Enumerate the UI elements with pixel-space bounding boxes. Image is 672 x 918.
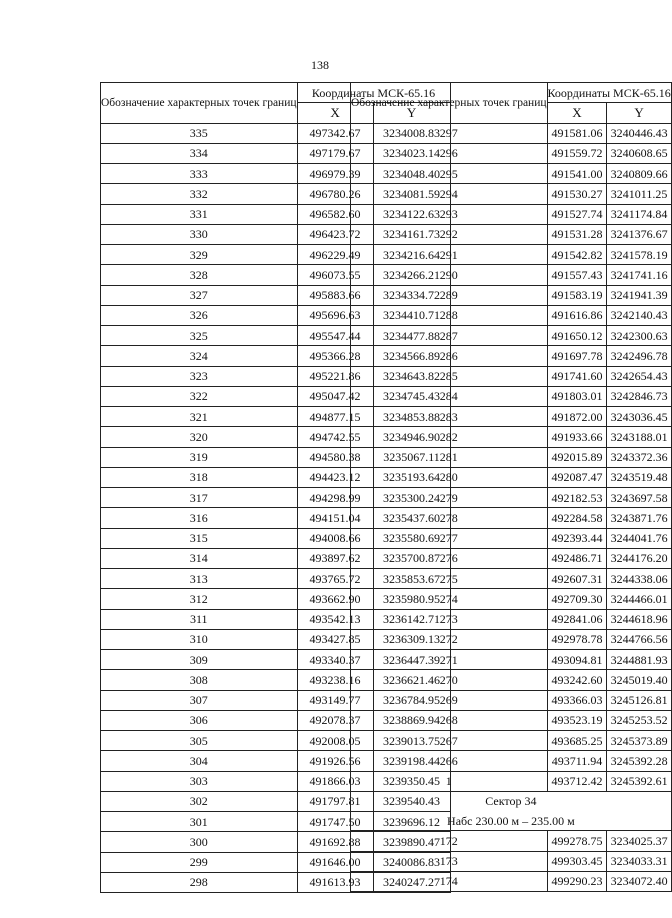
x-header: X <box>297 103 373 123</box>
y-coordinate-cell: 3239890.47 <box>373 832 450 852</box>
y-coordinate-cell: 3234477.88 <box>373 326 450 346</box>
y-header: Y <box>607 103 671 123</box>
x-coordinate-cell: 492182.53 <box>547 488 607 508</box>
point-id-cell: 320 <box>101 427 298 447</box>
table-row <box>351 569 672 589</box>
y-coordinate-cell: 3245253.52 <box>607 710 671 730</box>
page-number: 138 <box>311 58 329 72</box>
point-id-cell: 325 <box>101 326 298 346</box>
y-coordinate-cell: 3236142.71 <box>373 609 450 629</box>
table-row <box>351 589 672 609</box>
point-id-cell: 334 <box>101 143 298 163</box>
y-coordinate-cell: 3234216.64 <box>373 245 450 265</box>
x-coordinate-cell: 493340.37 <box>297 650 373 670</box>
x-coordinate-cell: 491616.86 <box>547 305 607 325</box>
y-coordinate-cell: 3234946.90 <box>373 427 450 447</box>
table-row <box>351 670 672 690</box>
x-coordinate-cell: 496979.39 <box>297 164 373 184</box>
x-coordinate-cell: 491803.01 <box>547 386 607 406</box>
y-coordinate-cell: 3234410.71 <box>373 305 450 325</box>
y-coordinate-cell: 3234122.63 <box>373 204 450 224</box>
point-id-cell: 272 <box>351 629 548 649</box>
designation-header: Обозначение характерных точек границ <box>351 83 548 124</box>
point-id-cell: 275 <box>351 569 548 589</box>
x-coordinate-cell: 491530.27 <box>547 184 607 204</box>
y-coordinate-cell: 3242496.78 <box>607 346 671 366</box>
point-id-cell: 332 <box>101 184 298 204</box>
point-id-cell: 303 <box>101 771 298 791</box>
table-row <box>351 467 672 487</box>
point-id-cell: 278 <box>351 508 548 528</box>
point-id-cell: 319 <box>101 447 298 467</box>
y-header: Y <box>373 103 450 123</box>
x-coordinate-cell: 492087.47 <box>547 467 607 487</box>
x-coordinate-cell: 493897.62 <box>297 548 373 568</box>
y-coordinate-cell: 3234023.14 <box>373 143 450 163</box>
point-id-cell: 333 <box>101 164 298 184</box>
point-id-cell: 280 <box>351 467 548 487</box>
y-coordinate-cell: 3239350.45 <box>373 771 450 791</box>
y-coordinate-cell: 3234081.59 <box>373 184 450 204</box>
table-row <box>351 184 672 204</box>
x-coordinate-cell: 494877.15 <box>297 407 373 427</box>
x-coordinate-cell: 493711.94 <box>547 751 607 771</box>
y-coordinate-cell: 3241011.25 <box>607 184 671 204</box>
table-row <box>351 851 672 871</box>
y-coordinate-cell: 3240247.27 <box>373 872 450 892</box>
y-coordinate-cell: 3235700.87 <box>373 548 450 568</box>
point-id-cell: 277 <box>351 528 548 548</box>
y-coordinate-cell: 3240086.83 <box>373 852 450 872</box>
y-coordinate-cell: 3245392.61 <box>607 771 671 791</box>
y-coordinate-cell: 3234025.37 <box>607 831 671 851</box>
point-id-cell: 298 <box>101 872 298 892</box>
table-row <box>351 831 672 851</box>
y-coordinate-cell: 3239198.44 <box>373 751 450 771</box>
x-coordinate-cell: 494580.38 <box>297 447 373 467</box>
x-coordinate-cell: 494008.66 <box>297 528 373 548</box>
y-coordinate-cell: 3245392.28 <box>607 751 671 771</box>
point-id-cell: 316 <box>101 508 298 528</box>
table-row <box>351 285 672 305</box>
point-id-cell: 306 <box>101 710 298 730</box>
x-coordinate-cell: 495696.63 <box>297 305 373 325</box>
x-coordinate-cell: 491557.43 <box>547 265 607 285</box>
x-coordinate-cell: 492284.58 <box>547 508 607 528</box>
x-coordinate-cell: 495221.86 <box>297 366 373 386</box>
y-coordinate-cell: 3235067.11 <box>373 447 450 467</box>
table-row <box>351 204 672 224</box>
y-coordinate-cell: 3235580.69 <box>373 528 450 548</box>
table-row <box>351 245 672 265</box>
y-coordinate-cell: 3234072.40 <box>607 871 671 891</box>
x-coordinate-cell: 494298.99 <box>297 488 373 508</box>
x-coordinate-cell: 492078.37 <box>297 710 373 730</box>
y-coordinate-cell: 3244041.76 <box>607 528 671 548</box>
x-coordinate-cell: 494151.04 <box>297 508 373 528</box>
x-coordinate-cell: 491531.28 <box>547 224 607 244</box>
table-row <box>351 326 672 346</box>
point-id-cell: 267 <box>351 731 548 751</box>
point-id-cell: 305 <box>101 731 298 751</box>
point-id-cell: 324 <box>101 346 298 366</box>
x-coordinate-cell: 491542.82 <box>547 245 607 265</box>
y-coordinate-cell: 3235193.64 <box>373 467 450 487</box>
y-coordinate-cell: 3243036.45 <box>607 407 671 427</box>
x-coordinate-cell: 493149.77 <box>297 690 373 710</box>
coordinates-table-right <box>350 82 672 892</box>
y-coordinate-cell: 3245373.89 <box>607 731 671 751</box>
x-coordinate-cell: 491741.60 <box>547 366 607 386</box>
y-coordinate-cell: 3241941.39 <box>607 285 671 305</box>
x-coordinate-cell: 495366.28 <box>297 346 373 366</box>
x-coordinate-cell: 493542.13 <box>297 609 373 629</box>
point-id-cell: 271 <box>351 650 548 670</box>
point-id-cell: 282 <box>351 427 548 447</box>
point-id-cell: 296 <box>351 143 548 163</box>
x-coordinate-cell: 492486.71 <box>547 548 607 568</box>
y-coordinate-cell: 3236621.46 <box>373 670 450 690</box>
y-coordinate-cell: 3239696.12 <box>373 812 450 832</box>
y-coordinate-cell: 3238869.94 <box>373 710 450 730</box>
y-coordinate-cell: 3234048.40 <box>373 164 450 184</box>
y-coordinate-cell: 3241578.19 <box>607 245 671 265</box>
point-id-cell: 331 <box>101 204 298 224</box>
point-id-cell: 327 <box>101 285 298 305</box>
point-id-cell: 270 <box>351 670 548 690</box>
point-id-cell: 269 <box>351 690 548 710</box>
x-coordinate-cell: 492393.44 <box>547 528 607 548</box>
y-coordinate-cell: 3244881.93 <box>607 650 671 670</box>
point-id-cell: 314 <box>101 548 298 568</box>
point-id-cell: 283 <box>351 407 548 427</box>
y-coordinate-cell: 3242140.43 <box>607 305 671 325</box>
y-coordinate-cell: 3240608.65 <box>607 143 671 163</box>
y-coordinate-cell: 3242654.43 <box>607 366 671 386</box>
point-id-cell: 304 <box>101 751 298 771</box>
x-coordinate-cell: 491541.00 <box>547 164 607 184</box>
x-coordinate-cell: 493366.03 <box>547 690 607 710</box>
point-id-cell: 326 <box>101 305 298 325</box>
y-coordinate-cell: 3242846.73 <box>607 386 671 406</box>
coordinates-header: Координаты МСК-65.16 <box>547 83 671 103</box>
x-coordinate-cell: 494742.55 <box>297 427 373 447</box>
point-id-cell: 274 <box>351 589 548 609</box>
x-coordinate-cell: 499290.23 <box>547 871 607 891</box>
x-coordinate-cell: 499278.75 <box>547 831 607 851</box>
sector-title: Сектор 34 <box>351 791 672 811</box>
y-coordinate-cell: 3243519.48 <box>607 467 671 487</box>
x-coordinate-cell: 491581.06 <box>547 123 607 143</box>
x-coordinate-cell: 496073.55 <box>297 265 373 285</box>
point-id-cell: 295 <box>351 164 548 184</box>
table-row <box>351 407 672 427</box>
table-row <box>351 346 672 366</box>
x-coordinate-cell: 491646.00 <box>297 852 373 872</box>
y-coordinate-cell: 3235980.95 <box>373 589 450 609</box>
x-coordinate-cell: 493712.42 <box>547 771 607 791</box>
table-row <box>351 771 672 791</box>
x-coordinate-cell: 491650.12 <box>547 326 607 346</box>
point-id-cell: 310 <box>101 629 298 649</box>
table-row <box>351 508 672 528</box>
x-coordinate-cell: 491933.66 <box>547 427 607 447</box>
table-row <box>351 751 672 771</box>
point-id-cell: 322 <box>101 386 298 406</box>
table-row <box>351 447 672 467</box>
y-coordinate-cell: 3244176.20 <box>607 548 671 568</box>
y-coordinate-cell: 3244618.96 <box>607 609 671 629</box>
x-coordinate-cell: 492015.89 <box>547 447 607 467</box>
point-id-cell: 297 <box>351 123 548 143</box>
y-coordinate-cell: 3234033.31 <box>607 851 671 871</box>
point-id-cell: 307 <box>101 690 298 710</box>
x-coordinate-cell: 491747.50 <box>297 812 373 832</box>
y-coordinate-cell: 3244766.56 <box>607 629 671 649</box>
point-id-cell: 273 <box>351 609 548 629</box>
point-id-cell: 291 <box>351 245 548 265</box>
y-coordinate-cell: 3234008.83 <box>373 123 450 143</box>
y-coordinate-cell: 3235300.24 <box>373 488 450 508</box>
y-coordinate-cell: 3236447.39 <box>373 650 450 670</box>
x-header: X <box>547 103 607 123</box>
point-id-cell: 309 <box>101 650 298 670</box>
point-id-cell: 312 <box>101 589 298 609</box>
x-coordinate-cell: 493242.60 <box>547 670 607 690</box>
sector-header-row <box>351 811 672 831</box>
y-coordinate-cell: 3244466.01 <box>607 589 671 609</box>
y-coordinate-cell: 3241174.84 <box>607 204 671 224</box>
point-id-cell: 266 <box>351 751 548 771</box>
x-coordinate-cell: 492607.31 <box>547 569 607 589</box>
x-coordinate-cell: 492008.05 <box>297 731 373 751</box>
point-id-cell: 300 <box>101 832 298 852</box>
sector-subtitle: Набс 230.00 м – 235.00 м <box>351 811 672 831</box>
y-coordinate-cell: 3234853.88 <box>373 407 450 427</box>
y-coordinate-cell: 3243372.36 <box>607 447 671 467</box>
point-id-cell: 1 <box>351 771 548 791</box>
x-coordinate-cell: 491583.19 <box>547 285 607 305</box>
point-id-cell: 290 <box>351 265 548 285</box>
x-coordinate-cell: 491559.72 <box>547 143 607 163</box>
y-coordinate-cell: 3234266.21 <box>373 265 450 285</box>
x-coordinate-cell: 492978.78 <box>547 629 607 649</box>
point-id-cell: 174 <box>351 871 548 891</box>
x-coordinate-cell: 499303.45 <box>547 851 607 871</box>
point-id-cell: 301 <box>101 812 298 832</box>
sector-header-row <box>351 791 672 811</box>
point-id-cell: 335 <box>101 123 298 143</box>
table-row <box>351 488 672 508</box>
x-coordinate-cell: 493238.16 <box>297 670 373 690</box>
table-row <box>351 650 672 670</box>
point-id-cell: 321 <box>101 407 298 427</box>
point-id-cell: 294 <box>351 184 548 204</box>
table-row <box>351 265 672 285</box>
y-coordinate-cell: 3243188.01 <box>607 427 671 447</box>
table-row <box>351 690 672 710</box>
y-coordinate-cell: 3245019.40 <box>607 670 671 690</box>
y-coordinate-cell: 3239540.43 <box>373 791 450 811</box>
x-coordinate-cell: 493427.85 <box>297 629 373 649</box>
point-id-cell: 328 <box>101 265 298 285</box>
point-id-cell: 293 <box>351 204 548 224</box>
table-row <box>351 710 672 730</box>
y-coordinate-cell: 3234334.72 <box>373 285 450 305</box>
point-id-cell: 329 <box>101 245 298 265</box>
x-coordinate-cell: 495883.66 <box>297 285 373 305</box>
y-coordinate-cell: 3242300.63 <box>607 326 671 346</box>
table-row <box>351 427 672 447</box>
y-coordinate-cell: 3236784.95 <box>373 690 450 710</box>
y-coordinate-cell: 3235437.60 <box>373 508 450 528</box>
x-coordinate-cell: 491872.00 <box>547 407 607 427</box>
y-coordinate-cell: 3235853.67 <box>373 569 450 589</box>
y-coordinate-cell: 3241741.16 <box>607 265 671 285</box>
point-id-cell: 173 <box>351 851 548 871</box>
x-coordinate-cell: 493685.25 <box>547 731 607 751</box>
y-coordinate-cell: 3245126.81 <box>607 690 671 710</box>
x-coordinate-cell: 491692.88 <box>297 832 373 852</box>
x-coordinate-cell: 491866.03 <box>297 771 373 791</box>
table-row <box>351 366 672 386</box>
table-row <box>351 629 672 649</box>
point-id-cell: 299 <box>101 852 298 872</box>
point-id-cell: 313 <box>101 569 298 589</box>
x-coordinate-cell: 491527.74 <box>547 204 607 224</box>
point-id-cell: 288 <box>351 305 548 325</box>
x-coordinate-cell: 494423.12 <box>297 467 373 487</box>
point-id-cell: 268 <box>351 710 548 730</box>
y-coordinate-cell: 3240446.43 <box>607 123 671 143</box>
designation-header: Обозначение характерных точек границ <box>101 83 298 124</box>
x-coordinate-cell: 492709.30 <box>547 589 607 609</box>
x-coordinate-cell: 496423.72 <box>297 224 373 244</box>
table-row <box>351 528 672 548</box>
x-coordinate-cell: 497342.67 <box>297 123 373 143</box>
x-coordinate-cell: 493662.90 <box>297 589 373 609</box>
point-id-cell: 281 <box>351 447 548 467</box>
y-coordinate-cell: 3243871.76 <box>607 508 671 528</box>
table-row <box>351 548 672 568</box>
x-coordinate-cell: 491926.56 <box>297 751 373 771</box>
point-id-cell: 311 <box>101 609 298 629</box>
y-coordinate-cell: 3239013.75 <box>373 731 450 751</box>
table-row <box>351 143 672 163</box>
y-coordinate-cell: 3240809.66 <box>607 164 671 184</box>
x-coordinate-cell: 491613.93 <box>297 872 373 892</box>
point-id-cell: 284 <box>351 386 548 406</box>
x-coordinate-cell: 495047.42 <box>297 386 373 406</box>
point-id-cell: 308 <box>101 670 298 690</box>
table-row <box>351 609 672 629</box>
point-id-cell: 287 <box>351 326 548 346</box>
point-id-cell: 318 <box>101 467 298 487</box>
point-id-cell: 172 <box>351 831 548 851</box>
y-coordinate-cell: 3234643.82 <box>373 366 450 386</box>
table-row <box>351 731 672 751</box>
y-coordinate-cell: 3243697.58 <box>607 488 671 508</box>
x-coordinate-cell: 496780.26 <box>297 184 373 204</box>
point-id-cell: 279 <box>351 488 548 508</box>
table-row <box>351 123 672 143</box>
table-row <box>351 305 672 325</box>
point-id-cell: 323 <box>101 366 298 386</box>
y-coordinate-cell: 3234161.73 <box>373 224 450 244</box>
point-id-cell: 285 <box>351 366 548 386</box>
table-row <box>351 871 672 891</box>
y-coordinate-cell: 3234566.89 <box>373 346 450 366</box>
x-coordinate-cell: 493765.72 <box>297 569 373 589</box>
x-coordinate-cell: 497179.67 <box>297 143 373 163</box>
x-coordinate-cell: 491697.78 <box>547 346 607 366</box>
point-id-cell: 292 <box>351 224 548 244</box>
point-id-cell: 286 <box>351 346 548 366</box>
table-row <box>351 164 672 184</box>
x-coordinate-cell: 493094.81 <box>547 650 607 670</box>
x-coordinate-cell: 496582.60 <box>297 204 373 224</box>
x-coordinate-cell: 493523.19 <box>547 710 607 730</box>
x-coordinate-cell: 496229.49 <box>297 245 373 265</box>
point-id-cell: 289 <box>351 285 548 305</box>
point-id-cell: 276 <box>351 548 548 568</box>
x-coordinate-cell: 491797.81 <box>297 791 373 811</box>
y-coordinate-cell: 3236309.13 <box>373 629 450 649</box>
point-id-cell: 330 <box>101 224 298 244</box>
point-id-cell: 317 <box>101 488 298 508</box>
point-id-cell: 315 <box>101 528 298 548</box>
table-row <box>351 386 672 406</box>
point-id-cell: 302 <box>101 791 298 811</box>
y-coordinate-cell: 3241376.67 <box>607 224 671 244</box>
coordinates-header: Координаты МСК-65.16 <box>297 83 450 103</box>
y-coordinate-cell: 3234745.43 <box>373 386 450 406</box>
x-coordinate-cell: 492841.06 <box>547 609 607 629</box>
y-coordinate-cell: 3244338.06 <box>607 569 671 589</box>
table-row <box>351 224 672 244</box>
x-coordinate-cell: 495547.44 <box>297 326 373 346</box>
